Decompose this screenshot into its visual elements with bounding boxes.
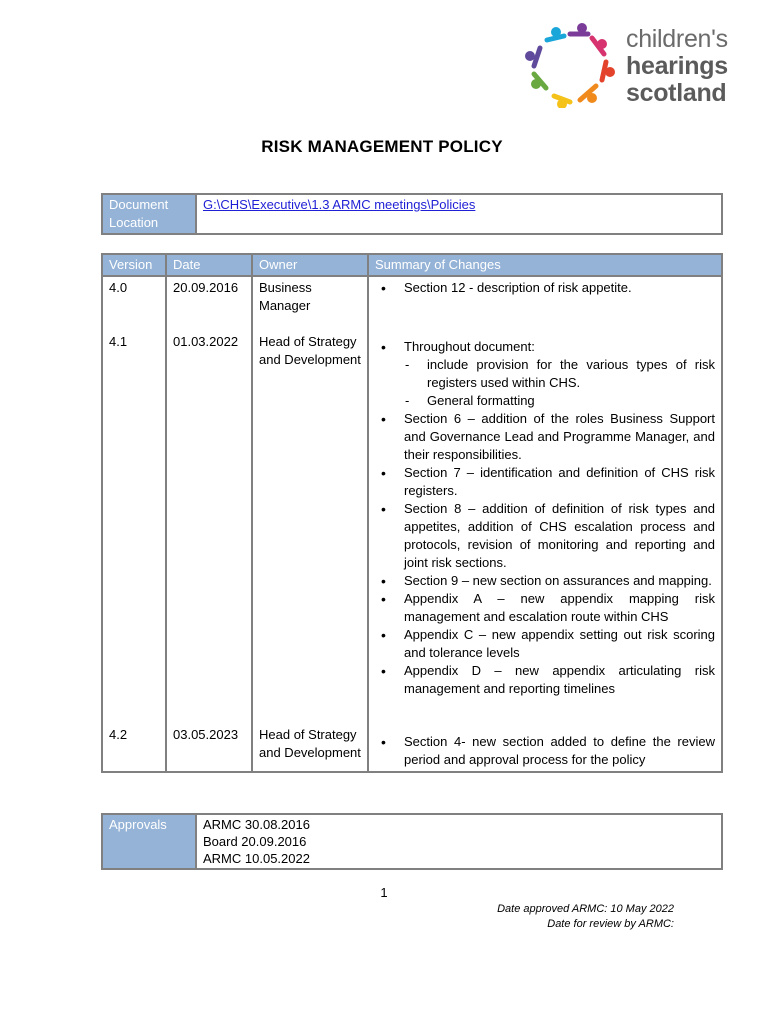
document-location-link[interactable]: G:\CHS\Executive\1.3 ARMC meetings\Policies bbox=[203, 197, 476, 212]
approval-item: ARMC 30.08.2016 bbox=[203, 817, 310, 832]
col-header-owner: Owner bbox=[252, 254, 368, 276]
document-location-table bbox=[101, 193, 723, 235]
date-cell: 20.09.2016 bbox=[166, 276, 252, 331]
change-item: • Throughout document: - include provision for the various types of risk registers used within CHS. - General formatting bbox=[375, 338, 715, 410]
logo-figures-icon bbox=[522, 22, 622, 108]
owner-cell: Business Manager bbox=[252, 276, 368, 331]
date-cell: 01.03.2022 bbox=[166, 331, 252, 724]
summary-cell bbox=[368, 331, 722, 724]
document-location-cell bbox=[196, 194, 722, 234]
logo-line-2: hearings bbox=[626, 52, 728, 80]
col-header-summary: Summary of Changes bbox=[368, 254, 722, 276]
logo-wordmark bbox=[626, 26, 728, 107]
change-item: • Section 12 - description of risk appetite. bbox=[375, 279, 715, 297]
summary-cell bbox=[368, 276, 722, 331]
chs-logo bbox=[522, 22, 742, 108]
logo-line-1: children's bbox=[626, 25, 728, 53]
approvals-table bbox=[101, 813, 723, 870]
change-item: • Section 4- new section added to define the review period and approval process for the policy bbox=[375, 733, 715, 769]
footer-review-date: Date for review by ARMC: bbox=[547, 918, 674, 930]
page-number: 1 bbox=[380, 885, 388, 900]
owner-cell: Head of Strategy and Development bbox=[252, 331, 368, 724]
summary-cell bbox=[368, 724, 722, 772]
col-header-date: Date bbox=[166, 254, 252, 276]
approval-item: Board 20.09.2016 bbox=[203, 834, 307, 849]
owner-cell: Head of Strategy and Development bbox=[252, 724, 368, 772]
version-cell: 4.2 bbox=[102, 724, 166, 772]
footer bbox=[497, 902, 674, 932]
table-row bbox=[102, 276, 722, 331]
change-item: • Section 9 – new section on assurances and mapping. bbox=[375, 572, 715, 590]
change-item: • Section 6 – addition of the roles Business Support and Governance Lead and Programme Manager, and their responsibilities. bbox=[375, 410, 715, 464]
change-item: • Appendix C – new appendix setting out risk scoring and tolerance levels bbox=[375, 626, 715, 662]
page-title: RISK MANAGEMENT POLICY bbox=[261, 137, 503, 156]
table-row bbox=[102, 724, 722, 772]
approval-item: ARMC 10.05.2022 bbox=[203, 851, 310, 866]
footer-approved-date: Date approved ARMC: 10 May 2022 bbox=[497, 903, 674, 915]
version-cell: 4.1 bbox=[102, 331, 166, 724]
version-history-table bbox=[101, 253, 723, 773]
change-item: • Appendix D – new appendix articulating risk management and reporting timelines bbox=[375, 662, 715, 698]
date-cell: 03.05.2023 bbox=[166, 724, 252, 772]
change-subitem: - include provision for the various types of risk registers used within CHS. bbox=[404, 356, 715, 392]
approvals-label: Approvals bbox=[102, 814, 196, 869]
approvals-values bbox=[196, 814, 722, 869]
change-item: • Appendix A – new appendix mapping risk management and escalation route within CHS bbox=[375, 590, 715, 626]
document-location-label: Document Location bbox=[102, 194, 196, 234]
logo-line-3: scotland bbox=[626, 79, 727, 107]
change-subitem: - General formatting bbox=[404, 392, 715, 410]
col-header-version: Version bbox=[102, 254, 166, 276]
change-item: • Section 7 – identification and definition of CHS risk registers. bbox=[375, 464, 715, 500]
change-item: • Section 8 – addition of definition of risk types and appetites, addition of CHS escalation process and protocols, revision of monitoring and reporting and joint risk sections. bbox=[375, 500, 715, 572]
version-cell: 4.0 bbox=[102, 276, 166, 331]
table-row bbox=[102, 331, 722, 724]
